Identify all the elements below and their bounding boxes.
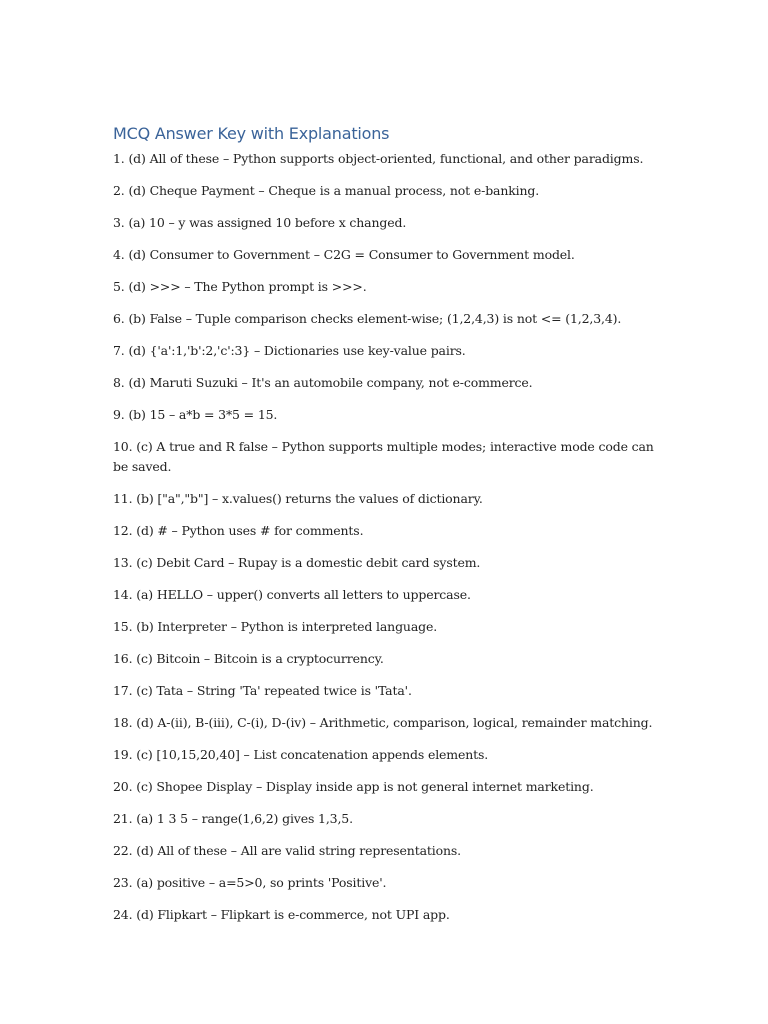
answer-list bbox=[113, 149, 658, 937]
answer-item: 10. (c) A true and R false – Python supports multiple modes; interactive mode code can be saved. bbox=[113, 439, 654, 474]
answer-item: 23. (a) positive – a=5>0, so prints 'Positive'. bbox=[113, 875, 387, 890]
answer-item: 19. (c) [10,15,20,40] – List concatenation appends elements. bbox=[113, 747, 489, 762]
answer-item: 13. (c) Debit Card – Rupay is a domestic debit card system. bbox=[113, 555, 481, 570]
answer-item: 18. (d) A-(ii), B-(iii), C-(i), D-(iv) – Arithmetic, comparison, logical, remainder matching. bbox=[113, 715, 653, 730]
answer-item: 11. (b) ["a","b"] – x.values() returns the values of dictionary. bbox=[113, 491, 483, 506]
answer-item: 14. (a) HELLO – upper() converts all letters to uppercase. bbox=[113, 587, 471, 602]
answer-item: 9. (b) 15 – a*b = 3*5 = 15. bbox=[113, 407, 278, 422]
answer-item: 2. (d) Cheque Payment – Cheque is a manual process, not e-banking. bbox=[113, 183, 540, 198]
page-title: MCQ Answer Key with Explanations bbox=[113, 124, 390, 143]
answer-item: 7. (d) {'a':1,'b':2,'c':3} – Dictionaries use key-value pairs. bbox=[113, 343, 466, 358]
answer-item: 1. (d) All of these – Python supports object-oriented, functional, and other paradigms. bbox=[113, 151, 644, 166]
answer-item: 21. (a) 1 3 5 – range(1,6,2) gives 1,3,5. bbox=[113, 811, 353, 826]
answer-item: 6. (b) False – Tuple comparison checks element-wise; (1,2,4,3) is not <= (1,2,3,4). bbox=[113, 311, 622, 326]
answer-item: 3. (a) 10 – y was assigned 10 before x changed. bbox=[113, 215, 407, 230]
answer-item: 12. (d) # – Python uses # for comments. bbox=[113, 523, 364, 538]
answer-item: 17. (c) Tata – String 'Ta' repeated twice is 'Tata'. bbox=[113, 683, 412, 698]
answer-item: 5. (d) >>> – The Python prompt is >>>. bbox=[113, 279, 367, 294]
answer-item: 16. (c) Bitcoin – Bitcoin is a cryptocurrency. bbox=[113, 651, 384, 666]
answer-item: 20. (c) Shopee Display – Display inside app is not general internet marketing. bbox=[113, 779, 594, 794]
answer-item: 8. (d) Maruti Suzuki – It's an automobile company, not e-commerce. bbox=[113, 375, 533, 390]
answer-item: 4. (d) Consumer to Government – C2G = Consumer to Government model. bbox=[113, 247, 575, 262]
answer-item: 15. (b) Interpreter – Python is interpreted language. bbox=[113, 619, 438, 634]
answer-item: 22. (d) All of these – All are valid string representations. bbox=[113, 843, 461, 858]
answer-item: 24. (d) Flipkart – Flipkart is e-commerce, not UPI app. bbox=[113, 907, 450, 922]
